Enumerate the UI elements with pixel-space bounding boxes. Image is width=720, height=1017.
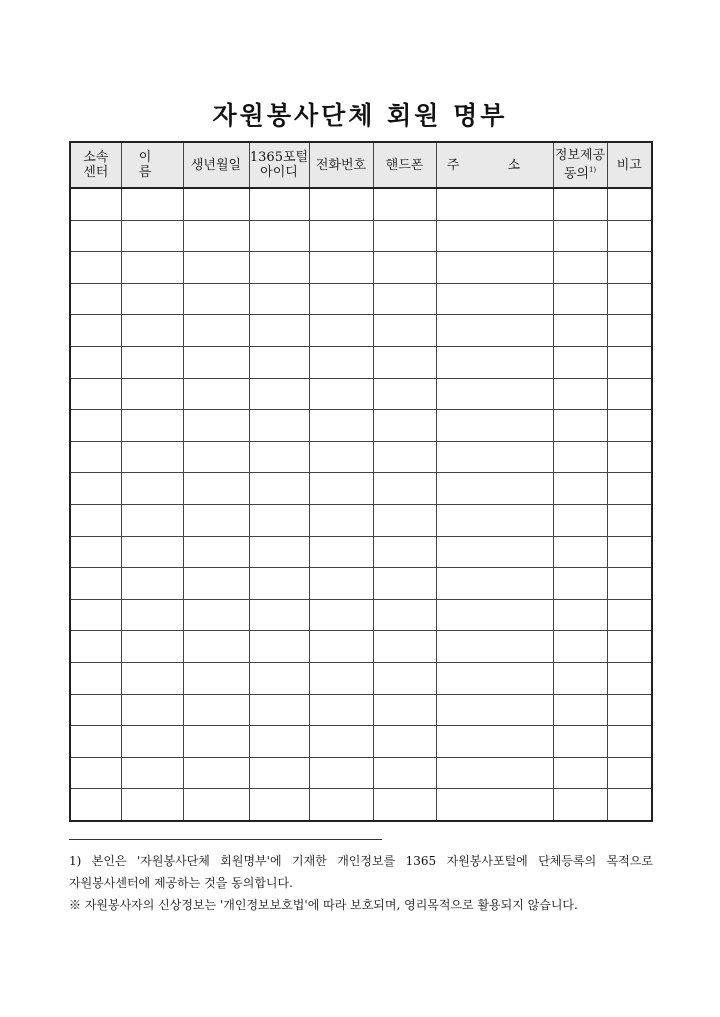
entry-cell[interactable] [309,568,373,600]
entry-cell[interactable] [436,410,553,442]
entry-cell[interactable] [249,410,309,442]
entry-cell[interactable] [553,757,607,789]
entry-cell[interactable] [553,315,607,347]
entry-cell[interactable] [436,315,553,347]
entry-cell[interactable] [70,789,121,821]
entry-cell[interactable] [436,631,553,663]
entry-cell[interactable] [121,315,183,347]
entry-cell[interactable] [70,315,121,347]
entry-cell[interactable] [373,599,436,631]
entry-cell[interactable] [249,346,309,378]
entry-cell[interactable] [309,473,373,505]
entry-cell[interactable] [607,726,652,758]
entry-cell[interactable] [121,473,183,505]
header-name [121,142,183,188]
entry-cell[interactable] [121,346,183,378]
footnote-1-line-1: 1) 본인은 '자원봉사단체 회원명부'에 기재한 개인정보를 1365 자원봉사포털에 단체등록의 목적으로 [69,854,653,868]
entry-cell[interactable] [309,315,373,347]
entry-cell[interactable] [249,631,309,663]
entry-cell[interactable] [309,694,373,726]
entry-cell[interactable] [70,473,121,505]
footnote-1-line-2: 자원봉사센터에 제공하는 것을 동의합니다. [69,876,293,890]
entry-cell[interactable] [70,252,121,284]
table-row [70,410,652,442]
entry-cell[interactable] [373,252,436,284]
entry-cell[interactable] [183,789,249,821]
table-row [70,726,652,758]
entry-cell[interactable] [121,631,183,663]
entry-cell[interactable] [373,315,436,347]
header-label: 아이디 [260,165,298,180]
entry-cell[interactable] [70,694,121,726]
footnotes [69,850,653,916]
entry-cell[interactable] [249,283,309,315]
entry-cell[interactable] [607,504,652,536]
entry-cell[interactable] [607,599,652,631]
table-row [70,220,652,252]
entry-cell[interactable] [121,694,183,726]
entry-cell[interactable] [373,378,436,410]
entry-cell[interactable] [607,662,652,694]
entry-cell[interactable] [249,568,309,600]
entry-cell[interactable] [436,346,553,378]
entry-cell[interactable] [183,599,249,631]
entry-cell[interactable] [553,599,607,631]
table-row [70,536,652,568]
entry-cell[interactable] [309,536,373,568]
header-label: 전화번호 [315,157,367,173]
entry-cell[interactable] [309,220,373,252]
table-row [70,283,652,315]
entry-cell[interactable] [553,694,607,726]
table-row [70,662,652,694]
entry-cell[interactable] [309,726,373,758]
entry-cell[interactable] [436,473,553,505]
table-row [70,694,652,726]
table-row [70,188,652,220]
entry-cell[interactable] [183,220,249,252]
entry-cell[interactable] [553,568,607,600]
entry-cell[interactable] [183,694,249,726]
table-row [70,504,652,536]
entry-cell[interactable] [436,757,553,789]
entry-cell[interactable] [309,662,373,694]
table-row [70,599,652,631]
entry-cell[interactable] [249,757,309,789]
footnote-marker: 1) [588,166,597,175]
entry-cell[interactable] [436,726,553,758]
entry-cell[interactable] [607,441,652,473]
entry-cell[interactable] [436,662,553,694]
entry-cell[interactable] [121,536,183,568]
entry-cell[interactable] [121,252,183,284]
entry-cell[interactable] [373,726,436,758]
header-info-consent [553,142,607,188]
entry-cell[interactable] [553,378,607,410]
entry-cell[interactable] [70,757,121,789]
header-address [436,142,553,188]
entry-cell[interactable] [553,252,607,284]
entry-cell[interactable] [70,568,121,600]
footnote-divider [69,839,382,840]
entry-cell[interactable] [553,726,607,758]
entry-cell[interactable] [70,188,121,220]
entry-cell[interactable] [553,789,607,821]
entry-cell[interactable] [70,283,121,315]
entry-cell[interactable] [121,568,183,600]
header-label: 1365포털 [249,150,309,165]
table-row [70,789,652,821]
entry-cell[interactable] [607,757,652,789]
entry-cell[interactable] [183,473,249,505]
entry-cell[interactable] [373,410,436,442]
header-portal-id [249,142,309,188]
entry-cell[interactable] [607,694,652,726]
entry-cell[interactable] [373,504,436,536]
entry-cell[interactable] [309,283,373,315]
entry-cell[interactable] [309,378,373,410]
entry-cell[interactable] [249,536,309,568]
entry-cell[interactable] [553,504,607,536]
entry-cell[interactable] [436,378,553,410]
entry-cell[interactable] [121,726,183,758]
entry-cell[interactable] [249,188,309,220]
entry-cell[interactable] [70,631,121,663]
entry-cell[interactable] [309,441,373,473]
header-label: 동의 [563,166,589,182]
header-row [70,142,652,188]
header-label: 비고 [616,157,642,173]
entry-cell[interactable] [373,536,436,568]
header-label: 생년월일 [190,157,242,173]
header-mobile [373,142,436,188]
entry-cell[interactable] [373,220,436,252]
entry-cell[interactable] [183,378,249,410]
entry-cell[interactable] [70,599,121,631]
entry-cell[interactable] [121,504,183,536]
entry-cell[interactable] [436,188,553,220]
table-row [70,631,652,663]
entry-cell[interactable] [373,188,436,220]
entry-cell[interactable] [249,789,309,821]
entry-cell[interactable] [183,568,249,600]
header-label: 이 름 [138,150,166,180]
header-birthdate [183,142,249,188]
table-row [70,441,652,473]
table-row [70,346,652,378]
entry-cell[interactable] [121,283,183,315]
entry-cell[interactable] [607,536,652,568]
header-affiliated-center [70,142,121,188]
entry-cell[interactable] [183,188,249,220]
entry-cell[interactable] [70,662,121,694]
entry-cell[interactable] [607,378,652,410]
entry-cell[interactable] [607,252,652,284]
entry-cell[interactable] [553,441,607,473]
entry-cell[interactable] [183,410,249,442]
table-row [70,252,652,284]
entry-cell[interactable] [70,441,121,473]
entry-cell[interactable] [121,410,183,442]
entry-cell[interactable] [183,252,249,284]
entry-cell[interactable] [553,283,607,315]
entry-cell[interactable] [309,599,373,631]
entry-cell[interactable] [70,378,121,410]
table-row [70,473,652,505]
entry-cell[interactable] [553,410,607,442]
entry-cell[interactable] [309,504,373,536]
entry-cell[interactable] [249,694,309,726]
entry-cell[interactable] [249,441,309,473]
entry-cell[interactable] [121,188,183,220]
entry-cell[interactable] [436,789,553,821]
entry-cell[interactable] [309,631,373,663]
entry-cell[interactable] [183,631,249,663]
entry-cell[interactable] [373,757,436,789]
entry-cell[interactable] [607,568,652,600]
entry-cell[interactable] [436,252,553,284]
entry-cell[interactable] [183,726,249,758]
entry-cell[interactable] [249,252,309,284]
header-phone [309,142,373,188]
header-label: 소속 [83,150,109,165]
entry-cell[interactable] [373,473,436,505]
entry-cell[interactable] [553,346,607,378]
entry-cell[interactable] [309,252,373,284]
entry-cell[interactable] [553,536,607,568]
entry-cell[interactable] [309,346,373,378]
entry-cell[interactable] [607,188,652,220]
entry-cell[interactable] [183,536,249,568]
entry-cell[interactable] [607,315,652,347]
entry-cell[interactable] [436,441,553,473]
entry-cell[interactable] [553,662,607,694]
entry-cell[interactable] [121,789,183,821]
table-row [70,378,652,410]
header-label: 정보제공 [554,148,606,164]
entry-cell[interactable] [373,346,436,378]
entry-cell[interactable] [70,410,121,442]
entry-cell[interactable] [183,504,249,536]
entry-cell[interactable] [607,410,652,442]
entry-cell[interactable] [249,378,309,410]
entry-cell[interactable] [121,378,183,410]
entry-cell[interactable] [249,220,309,252]
entry-cell[interactable] [70,726,121,758]
entry-cell[interactable] [373,694,436,726]
entry-cell[interactable] [309,188,373,220]
header-label: 센터 [83,165,109,180]
entry-cell[interactable] [70,346,121,378]
page-title: 자원봉사단체 회원 명부 [212,101,508,130]
entry-cell[interactable] [121,220,183,252]
table-row [70,757,652,789]
entry-cell[interactable] [607,473,652,505]
entry-cell[interactable] [249,662,309,694]
entry-cell[interactable] [121,599,183,631]
entry-cell[interactable] [436,568,553,600]
entry-cell[interactable] [607,789,652,821]
entry-cell[interactable] [436,536,553,568]
entry-cell[interactable] [121,441,183,473]
entry-cell[interactable] [70,504,121,536]
entry-cell[interactable] [249,599,309,631]
table-row [70,315,652,347]
entry-cell[interactable] [249,473,309,505]
entry-cell[interactable] [249,726,309,758]
entry-cell[interactable] [70,536,121,568]
header-label: 핸드폰 [385,157,424,173]
entry-cell[interactable] [436,283,553,315]
entry-cell[interactable] [183,283,249,315]
entry-cell[interactable] [183,441,249,473]
footnote-2: ※ 자원봉사자의 신상정보는 '개인정보보호법'에 따라 보호되며, 영리목적으로 활용되지 않습니다. [69,898,578,912]
entry-cell[interactable] [607,220,652,252]
entry-cell[interactable] [373,568,436,600]
entry-cell[interactable] [249,504,309,536]
entry-cell[interactable] [309,789,373,821]
header-label: 주 소 [446,157,543,173]
entry-cell[interactable] [70,220,121,252]
entry-cell[interactable] [183,662,249,694]
entry-cell[interactable] [436,599,553,631]
roster-body [70,188,652,821]
entry-cell[interactable] [436,504,553,536]
entry-cell[interactable] [373,662,436,694]
entry-cell[interactable] [121,757,183,789]
entry-cell[interactable] [553,220,607,252]
entry-cell[interactable] [607,283,652,315]
entry-cell[interactable] [183,315,249,347]
entry-cell[interactable] [607,631,652,663]
entry-cell[interactable] [373,283,436,315]
entry-cell[interactable] [309,410,373,442]
entry-cell[interactable] [249,315,309,347]
entry-cell[interactable] [373,441,436,473]
entry-cell[interactable] [373,631,436,663]
entry-cell[interactable] [553,631,607,663]
entry-cell[interactable] [553,188,607,220]
entry-cell[interactable] [121,662,183,694]
entry-cell[interactable] [553,473,607,505]
entry-cell[interactable] [436,694,553,726]
entry-cell[interactable] [183,757,249,789]
entry-cell[interactable] [183,346,249,378]
entry-cell[interactable] [607,346,652,378]
entry-cell[interactable] [373,789,436,821]
member-roster-table [69,141,653,822]
entry-cell[interactable] [309,757,373,789]
entry-cell[interactable] [436,220,553,252]
table-row [70,568,652,600]
header-remarks [607,142,652,188]
